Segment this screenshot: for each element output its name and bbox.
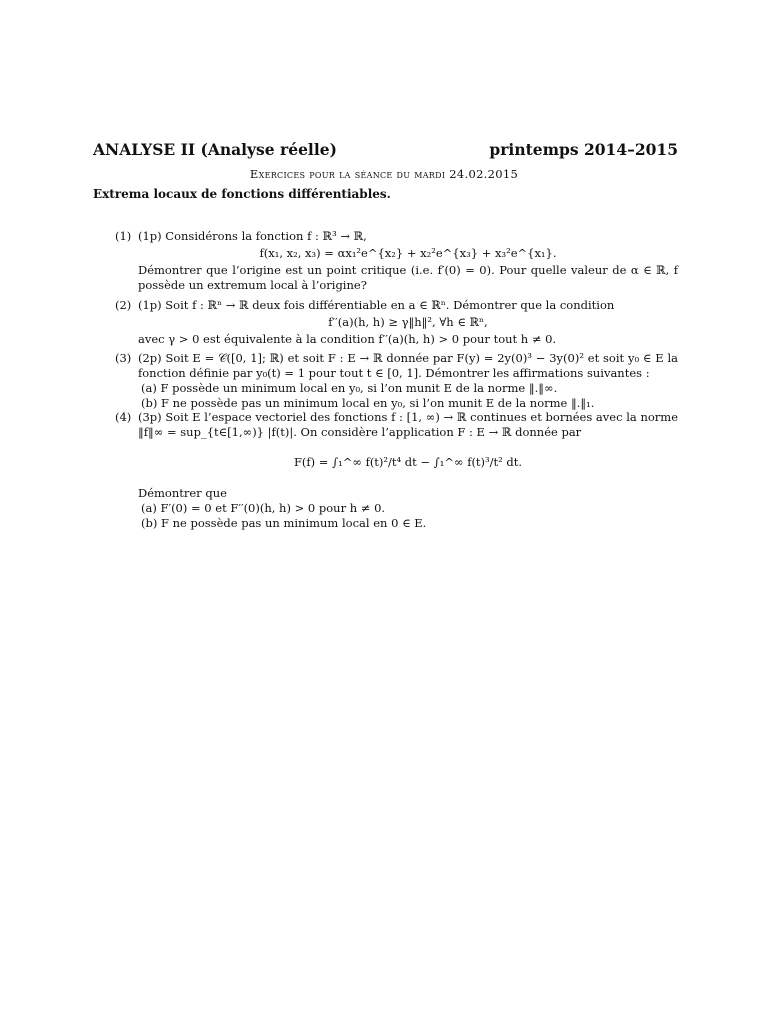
exercise-item-a: (a) F possède un minimum local en y₀, si l’on munit E de la norme ‖.‖∞.: [141, 381, 558, 395]
exercise-item-b: (b) F ne possède pas un minimum local en 0 ∈ E.: [141, 516, 427, 530]
session-subtitle: Exercices pour la séance du mardi 24.02.2015: [249, 167, 519, 181]
exercise-number: (1): [115, 229, 132, 243]
course-title: ANALYSE II (Analyse réelle): [93, 140, 337, 159]
exercise-question: Démontrer que l’origine est un point critique (i.e. f′(0) = 0). Pour quelle valeur de α ∈ ℝ, f possède un extremum local à l’origine?: [138, 263, 678, 292]
exercise-item-a: (a) F′(0) = 0 et F′′(0)(h, h) > 0 pour h ≠ 0.: [141, 501, 386, 515]
exercise-number: (4): [115, 410, 132, 424]
section-title: Extrema locaux de fonctions différentiables.: [93, 187, 391, 201]
exercise-formula: f′′(a)(h, h) ≥ γ‖h‖², ∀h ∈ ℝⁿ,: [328, 315, 488, 329]
document-header: [93, 140, 678, 162]
exercise-number: (3): [115, 351, 132, 365]
exercise-formula: f(x₁, x₂, x₃) = αx₁²e^{x₂} + x₂²e^{x₃} + x₃²e^{x₁}.: [259, 246, 557, 260]
exercise-item-b: (b) F ne possède pas un minimum local en y₀, si l’on munit E de la norme ‖.‖₁.: [141, 396, 595, 410]
exercise-number: (2): [115, 298, 132, 312]
exercise-statement: (2p) Soit E = 𝒞([0, 1]; ℝ) et soit F : E → ℝ donnée par F(y) = 2y(0)³ − 3y(0)² et soit y₀ ∈ E la fonction définie par y₀(t) = 1 pour tout t ∈ [0, 1]. Démontrer les affirmations suivantes :: [138, 351, 678, 380]
exercise-statement: (1p) Soit f : ℝⁿ → ℝ deux fois différentiable en a ∈ ℝⁿ. Démontrer que la condition: [138, 298, 615, 312]
exercise-statement: (3p) Soit E l’espace vectoriel des fonctions f : [1, ∞) → ℝ continues et bornées avec la norme ‖f‖∞ = sup_{t∈[1,∞)} |f(t)|. On considère l’application F : E → ℝ donnée par: [138, 410, 678, 439]
exercise-formula: F(f) = ∫₁^∞ f(t)²/t⁴ dt − ∫₁^∞ f(t)³/t² dt.: [293, 455, 523, 469]
exercise-prompt: Démontrer que: [138, 486, 227, 500]
exercise-statement: (1p) Considérons la fonction f : ℝ³ → ℝ,: [138, 229, 367, 243]
term-label: printemps 2014–2015: [489, 140, 678, 159]
exercise-question: avec γ > 0 est équivalente à la condition f′′(a)(h, h) > 0 pour tout h ≠ 0.: [138, 332, 557, 346]
